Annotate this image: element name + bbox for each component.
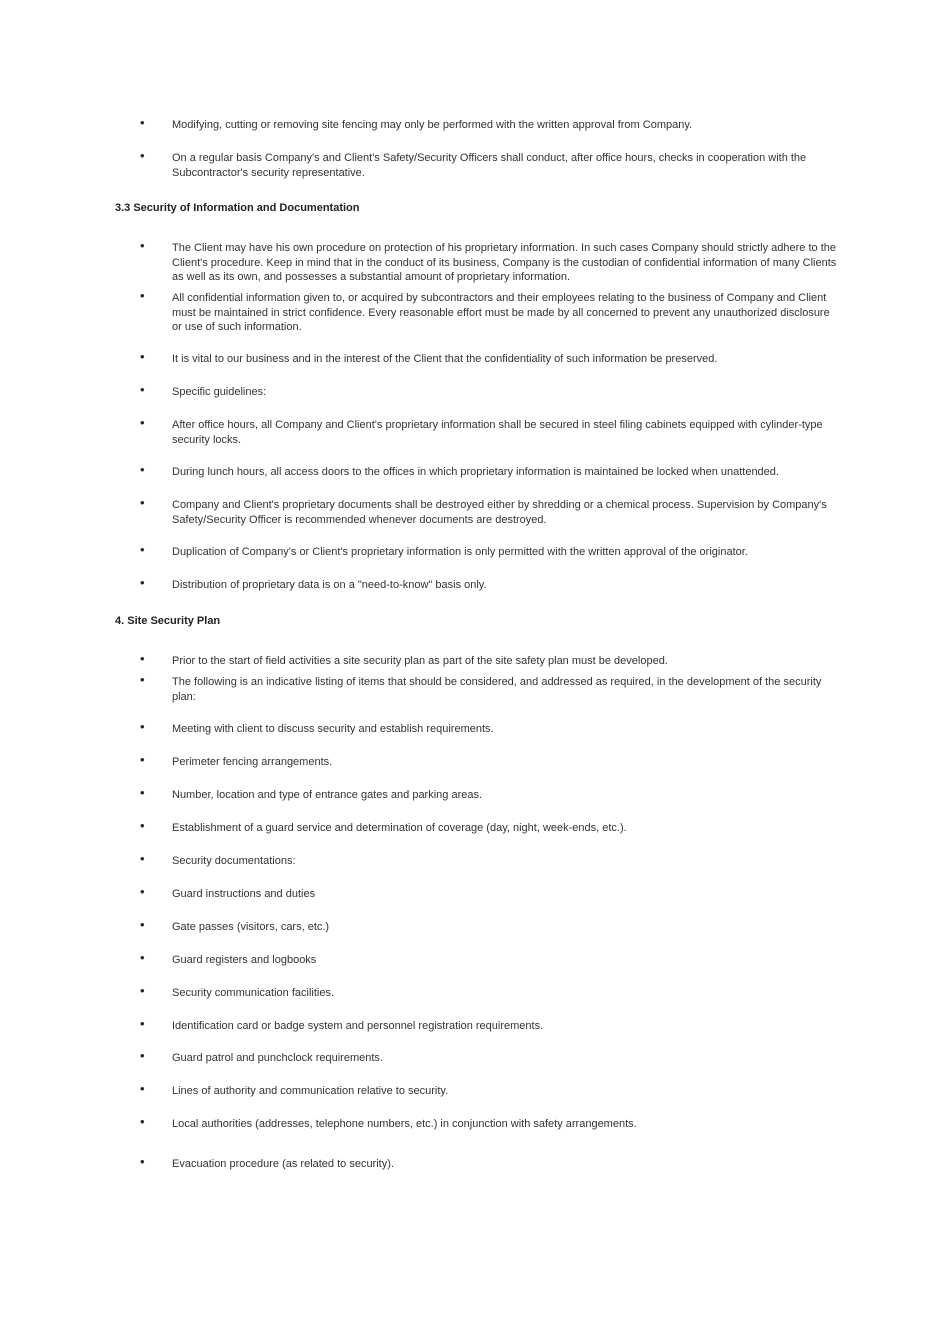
bullet-icon: • <box>140 983 145 998</box>
list-item-text: Security communication facilities. <box>172 987 335 999</box>
section-heading: 4. Site Security Plan <box>115 615 221 627</box>
bullet-icon: • <box>140 1154 145 1169</box>
bullet-icon: • <box>140 415 145 430</box>
list-item-text: Lines of authority and communication relative to security. <box>172 1085 449 1097</box>
list-item-text: Number, location and type of entrance gates and parking areas. <box>172 789 483 801</box>
list-item-text: Duplication of Company's or Client's proprietary information is only permitted with the written approval of the originator. <box>172 546 748 558</box>
bullet-icon: • <box>140 382 145 397</box>
list-item-text: On a regular basis Company's and Client's Safety/Security Officers shall conduct, after office hours, checks in cooperation with the Subcontractor's security representative. <box>172 152 807 179</box>
list-item-text: Guard registers and logbooks <box>172 954 317 966</box>
list-item-text: Establishment of a guard service and determination of coverage (day, night, week-ends, etc.). <box>172 822 627 834</box>
bullet-icon: • <box>140 462 145 477</box>
bullet-icon: • <box>140 1114 145 1129</box>
bullet-icon: • <box>140 651 145 666</box>
bullet-icon: • <box>140 884 145 899</box>
list-item-text: Security documentations: <box>172 855 296 867</box>
bullet-icon: • <box>140 1016 145 1031</box>
list-item-text: Meeting with client to discuss security and establish requirements. <box>172 723 494 735</box>
bullet-icon: • <box>140 238 145 253</box>
list-item-text: The following is an indicative listing of items that should be considered, and addressed as required, in the development of the security plan: <box>172 676 822 703</box>
list-item-text: Gate passes (visitors, cars, etc.) <box>172 921 330 933</box>
list-item-text: After office hours, all Company and Client's proprietary information shall be secured in steel filing cabinets equipped with cylinder-type security locks. <box>172 419 823 446</box>
bullet-icon: • <box>140 719 145 734</box>
bullet-icon: • <box>140 672 145 687</box>
list-item-text: Distribution of proprietary data is on a "need-to-know" basis only. <box>172 579 487 591</box>
list-item-text: Perimeter fencing arrangements. <box>172 756 333 768</box>
bullet-icon: • <box>140 851 145 866</box>
list-item-text: All confidential information given to, or acquired by subcontractors and their employees relating to the business of Company and Client must be maintained in strict confidence. Every reasonable effort must be made by all concerned to prevent any unauthorized disclosure or use of such information. <box>172 292 830 333</box>
list-item-text: Prior to the start of field activities a site security plan as part of the site safety plan must be developed. <box>172 655 668 667</box>
list-item-text: During lunch hours, all access doors to the offices in which proprietary information is maintained be locked when unattended. <box>172 466 779 478</box>
bullet-icon: • <box>140 148 145 163</box>
bullet-icon: • <box>140 349 145 364</box>
bullet-icon: • <box>140 752 145 767</box>
bullet-icon: • <box>140 1048 145 1063</box>
bullet-icon: • <box>140 818 145 833</box>
list-item-text: Modifying, cutting or removing site fencing may only be performed with the written approval from Company. <box>172 119 693 131</box>
list-item-text: The Client may have his own procedure on protection of his proprietary information. In such cases Company should strictly adhere to the Client's procedure. Keep in mind that in the conduct of its business, Company is the custodian of confidential information of many Clients as well as its own, and possesses a substantial amount of proprietary information. <box>172 242 837 283</box>
section-heading: 3.3 Security of Information and Documentation <box>115 202 360 214</box>
list-item-text: Evacuation procedure (as related to security). <box>172 1158 394 1170</box>
list-item-text: Guard patrol and punchclock requirements. <box>172 1052 383 1064</box>
bullet-icon: • <box>140 1081 145 1096</box>
bullet-icon: • <box>140 115 145 130</box>
list-item-text: Identification card or badge system and personnel registration requirements. <box>172 1020 544 1032</box>
bullet-icon: • <box>140 575 145 590</box>
bullet-icon: • <box>140 950 145 965</box>
bullet-icon: • <box>140 785 145 800</box>
list-item-text: Company and Client's proprietary documents shall be destroyed either by shredding or a chemical process. Supervision by Company's Safety/Security Officer is recommended whenever documents are destroyed. <box>172 499 827 526</box>
bullet-icon: • <box>140 495 145 510</box>
bullet-icon: • <box>140 542 145 557</box>
list-item-text: Specific guidelines: <box>172 386 267 398</box>
list-item-text: Guard instructions and duties <box>172 888 316 900</box>
list-item-text: It is vital to our business and in the interest of the Client that the confidentiality of such information be preserved. <box>172 353 718 365</box>
list-item-text: Local authorities (addresses, telephone numbers, etc.) in conjunction with safety arrangements. <box>172 1118 637 1130</box>
bullet-icon: • <box>140 288 145 303</box>
bullet-icon: • <box>140 917 145 932</box>
